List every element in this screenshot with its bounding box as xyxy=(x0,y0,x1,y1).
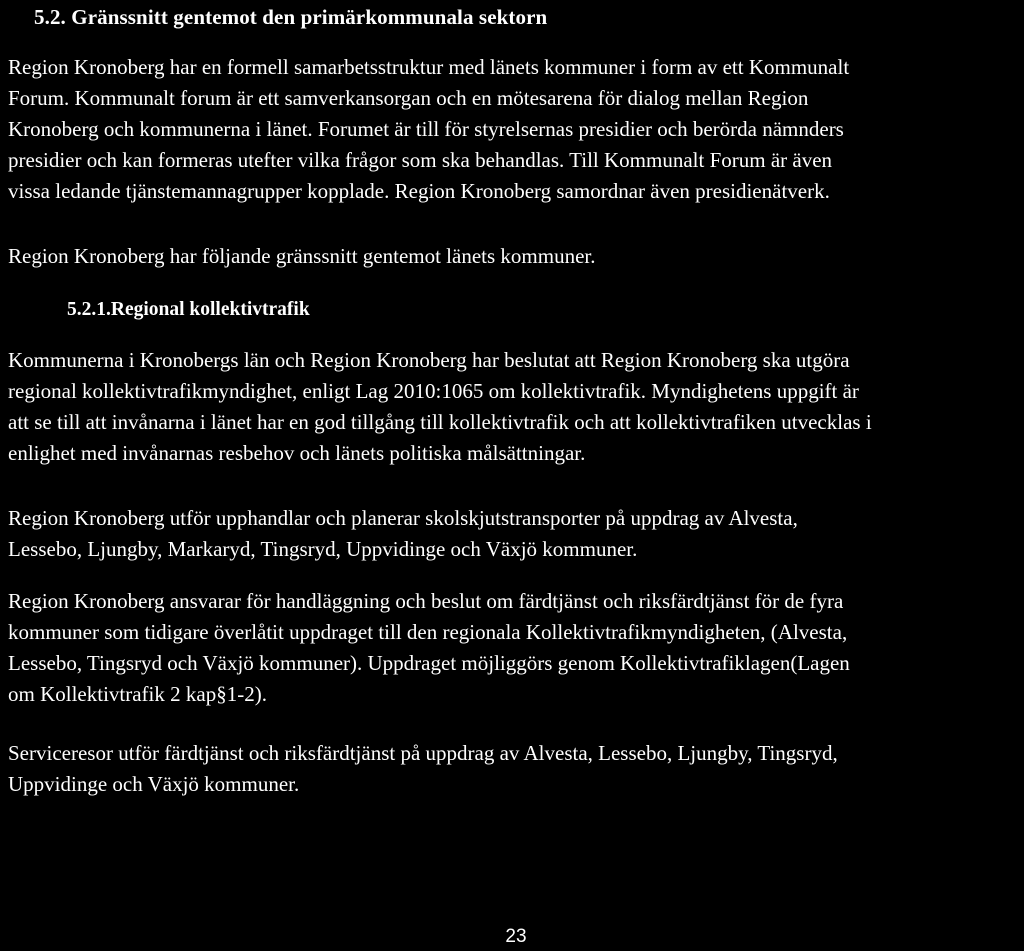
paragraph-kommunalt-forum xyxy=(8,52,1022,207)
text-line: Region Kronoberg har följande gränssnitt gentemot länets kommuner. xyxy=(8,244,596,268)
text-line: Kronoberg och kommunerna i länet. Forumet är till för styrelsernas presidier och berörda nämnders xyxy=(8,117,844,141)
text-line: vissa ledande tjänstemannagrupper kopplade. Region Kronoberg samordnar även presidienätverk. xyxy=(8,179,830,203)
text-line: Uppvidinge och Växjö kommuner. xyxy=(8,772,300,796)
text-line: enlighet med invånarnas resbehov och länets politiska målsättningar. xyxy=(8,441,586,465)
paragraph-interfaces-intro xyxy=(8,241,1022,272)
paragraph-skolskjuts xyxy=(8,503,1022,565)
text-line: regional kollektivtrafikmyndighet, enligt Lag 2010:1065 om kollektivtrafik. Myndighetens uppgift är xyxy=(8,379,859,403)
text-line: Serviceresor utför färdtjänst och riksfärdtjänst på uppdrag av Alvesta, Lessebo, Ljungby, Tingsryd, xyxy=(8,741,838,765)
text-line: Lessebo, Tingsryd och Växjö kommuner). Uppdraget möjliggörs genom Kollektivtrafiklagen(Lagen xyxy=(8,651,850,675)
paragraph-fardtjanst xyxy=(8,586,1022,710)
paragraph-kollektivtrafikmyndighet xyxy=(8,345,1022,469)
text-line: Forum. Kommunalt forum är ett samverkansorgan och en mötesarena för dialog mellan Region xyxy=(8,86,809,110)
section-heading xyxy=(34,2,547,32)
text-line: Region Kronoberg ansvarar för handläggning och beslut om färdtjänst och riksfärdtjänst för de fyra xyxy=(8,589,844,613)
paragraph-serviceresor xyxy=(8,738,1022,800)
subsection-heading xyxy=(67,295,310,325)
section-number: 5.2. xyxy=(34,5,66,29)
section-title: Gränssnitt gentemot den primärkommunala sektorn xyxy=(71,5,548,29)
text-line: kommuner som tidigare överlåtit uppdraget till den regionala Kollektivtrafikmyndigheten, (Alvesta, xyxy=(8,620,848,644)
subsection-number: 5.2.1. xyxy=(67,299,111,320)
text-line: Lessebo, Ljungby, Markaryd, Tingsryd, Uppvidinge och Växjö kommuner. xyxy=(8,537,638,561)
text-line: Kommunerna i Kronobergs län och Region Kronoberg har beslutat att Region Kronoberg ska utgöra xyxy=(8,348,850,372)
text-line: Region Kronoberg har en formell samarbetsstruktur med länets kommuner i form av ett Kommunalt xyxy=(8,55,850,79)
text-line: att se till att invånarna i länet har en god tillgång till kollektivtrafik och att kollektivtrafiken utvecklas i xyxy=(8,410,872,434)
text-line: presidier och kan formeras utefter vilka frågor som ska behandlas. Till Kommunalt Forum är även xyxy=(8,148,833,172)
text-line: Region Kronoberg utför upphandlar och planerar skolskjutstransporter på uppdrag av Alvesta, xyxy=(8,506,798,530)
page-number: 23 xyxy=(505,926,527,947)
subsection-title: Regional kollektivtrafik xyxy=(110,299,310,320)
text-line: om Kollektivtrafik 2 kap§1-2). xyxy=(8,682,267,706)
